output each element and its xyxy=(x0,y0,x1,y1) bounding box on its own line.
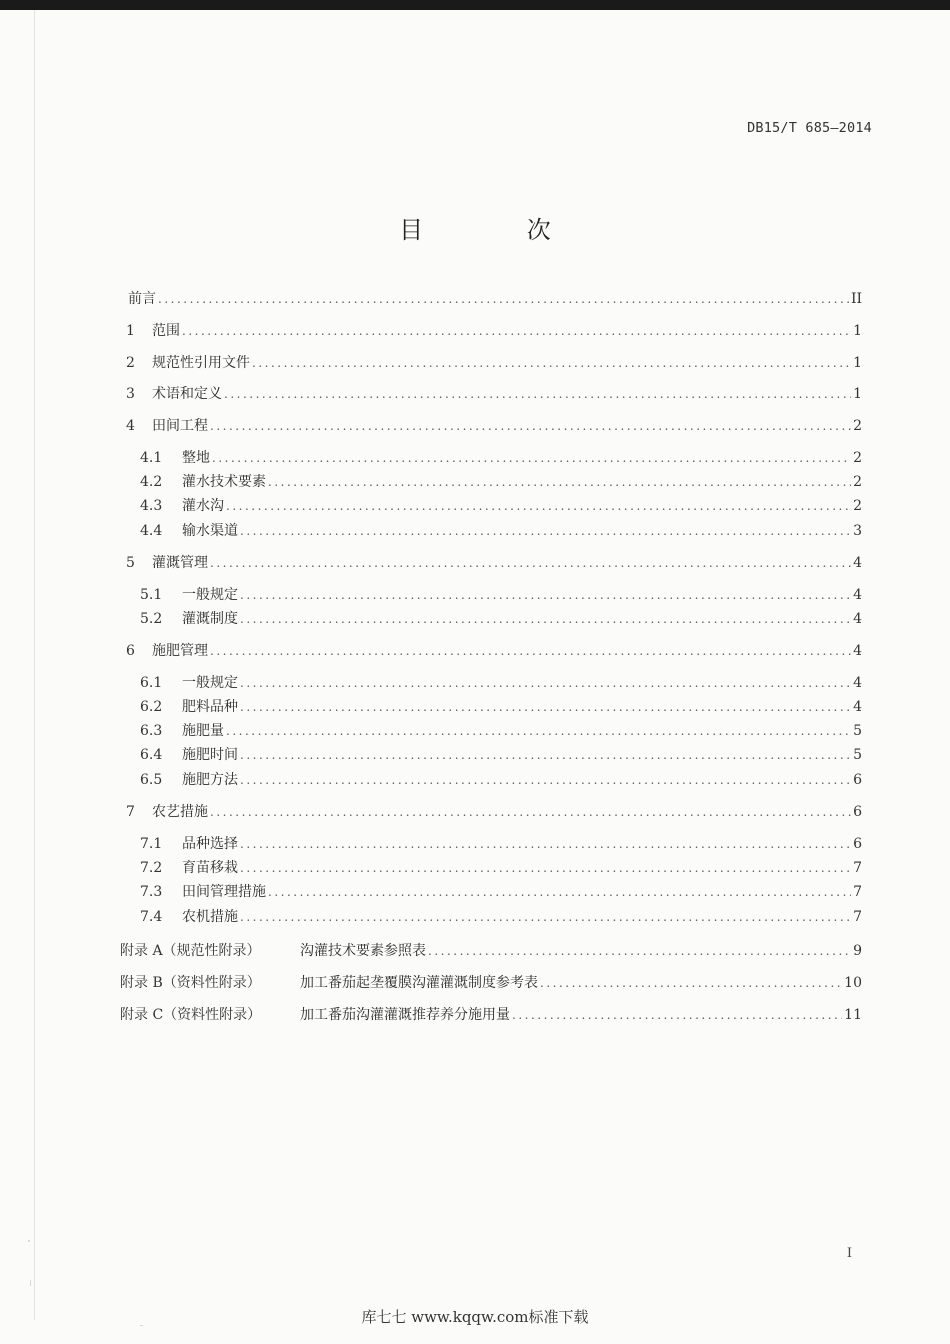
toc-entry[interactable] xyxy=(120,1005,862,1025)
toc-entry-title: 加工番茄沟灌灌溉推荐养分施用量 xyxy=(300,1007,510,1023)
toc-entry[interactable] xyxy=(120,941,862,961)
toc-entry-page: 6 xyxy=(853,804,862,820)
toc-entry[interactable] xyxy=(140,770,862,790)
toc-leader-dots xyxy=(210,553,851,573)
toc-entry-title: 灌水技术要素 xyxy=(182,474,266,490)
toc-leader-dots xyxy=(240,858,851,878)
toc-entry-title: 施肥量 xyxy=(182,723,224,739)
toc-entry-page: 5 xyxy=(853,747,862,763)
toc-entry[interactable] xyxy=(140,745,862,765)
toc-entry-number: 4.4 xyxy=(140,523,163,539)
toc-leader-dots xyxy=(210,802,851,822)
toc-entry-title: 一般规定 xyxy=(182,675,238,691)
toc-entry-number: 5.2 xyxy=(140,611,163,627)
toc-leader-dots xyxy=(240,521,851,541)
toc-leader-dots xyxy=(158,289,849,309)
toc-entry[interactable] xyxy=(126,321,862,341)
toc-entry-page: 4 xyxy=(853,587,862,603)
toc-entry[interactable] xyxy=(140,585,862,605)
toc-leader-dots xyxy=(240,770,851,790)
toc-entry-title: 施肥时间 xyxy=(182,747,238,763)
toc-entry-title: 一般规定 xyxy=(182,587,238,603)
toc-leader-dots xyxy=(240,609,851,629)
toc-entry-page: 9 xyxy=(853,943,862,959)
toc-entry-number: 5.1 xyxy=(140,587,163,603)
toc-entry-page: 6 xyxy=(853,772,862,788)
scan-speck xyxy=(30,1280,31,1286)
toc-entry[interactable] xyxy=(126,553,862,573)
toc-entry[interactable] xyxy=(140,496,862,516)
toc-leader-dots xyxy=(540,973,842,993)
toc-entry-title: 范围 xyxy=(152,323,180,339)
toc-entry-title: 灌水沟 xyxy=(182,498,224,514)
toc-leader-dots xyxy=(226,496,851,516)
toc-entry-page: 4 xyxy=(853,699,862,715)
toc-entry-page: 7 xyxy=(853,909,862,925)
toc-leader-dots xyxy=(210,641,851,661)
toc-leader-dots xyxy=(226,721,851,741)
toc-entry-number: 4.3 xyxy=(140,498,163,514)
toc-entry[interactable] xyxy=(140,907,862,927)
toc-entry-page: 5 xyxy=(853,723,862,739)
toc-entry-page: 4 xyxy=(853,643,862,659)
toc-entry[interactable] xyxy=(140,882,862,902)
toc-entry[interactable] xyxy=(140,834,862,854)
toc-entry-page: 2 xyxy=(853,418,862,434)
toc-entry-number: 7 xyxy=(126,804,135,820)
toc-entry-page: 1 xyxy=(853,386,862,402)
toc-entry-title: 肥料品种 xyxy=(182,699,238,715)
toc-entry[interactable] xyxy=(140,721,862,741)
toc-entry-number: 7.1 xyxy=(140,836,163,852)
page-title: 目 次 xyxy=(399,216,599,244)
toc-entry-number: 附录 C（资料性附录） xyxy=(120,1007,262,1023)
toc-entry-title: 术语和定义 xyxy=(152,386,222,402)
toc-entry-title: 田间管理措施 xyxy=(182,884,266,900)
toc-entry-page: 1 xyxy=(853,355,862,371)
toc-entry-title: 育苗移栽 xyxy=(182,860,238,876)
toc-entry[interactable] xyxy=(126,416,862,436)
toc-entry-page: 7 xyxy=(853,884,862,900)
toc-entry-title: 品种选择 xyxy=(182,836,238,852)
toc-entry-page: 7 xyxy=(853,860,862,876)
toc-entry[interactable] xyxy=(126,353,862,373)
scan-speck xyxy=(28,1240,30,1242)
toc-entry-title: 田间工程 xyxy=(152,418,208,434)
toc-entry-number: 7.4 xyxy=(140,909,163,925)
toc-entry[interactable] xyxy=(126,384,862,404)
toc-leader-dots xyxy=(240,745,851,765)
toc-entry-page: 4 xyxy=(853,611,862,627)
toc-entry[interactable] xyxy=(128,289,862,309)
toc-entry-page: 1 xyxy=(853,323,862,339)
toc-entry[interactable] xyxy=(140,609,862,629)
toc-entry[interactable] xyxy=(140,448,862,468)
toc-entry-number: 2 xyxy=(126,355,135,371)
toc-entry-page: 2 xyxy=(853,498,862,514)
toc-entry-number: 1 xyxy=(126,323,135,339)
toc-entry[interactable] xyxy=(140,673,862,693)
toc-entry[interactable] xyxy=(140,697,862,717)
toc-entry-page: 4 xyxy=(853,555,862,571)
toc-leader-dots xyxy=(252,353,851,373)
toc-entry[interactable] xyxy=(126,641,862,661)
toc-leader-dots xyxy=(240,697,851,717)
toc-entry-number: 7.2 xyxy=(140,860,163,876)
toc-entry-number: 附录 B（资料性附录） xyxy=(120,975,261,991)
page-number: I xyxy=(846,1246,852,1261)
toc-entry-page: 11 xyxy=(844,1007,862,1023)
toc-entry-page: 3 xyxy=(853,523,862,539)
toc-leader-dots xyxy=(240,834,851,854)
toc-entry-number: 附录 A（规范性附录） xyxy=(120,943,261,959)
toc-entry[interactable] xyxy=(140,472,862,492)
toc-entry-number: 6 xyxy=(126,643,135,659)
toc-entry-title: 农艺措施 xyxy=(152,804,208,820)
toc-entry[interactable] xyxy=(140,521,862,541)
toc-entry-title: 灌溉管理 xyxy=(152,555,208,571)
toc-entry-number: 6.1 xyxy=(140,675,163,691)
toc-entry-page: 2 xyxy=(853,450,862,466)
toc-entry-title: 前言 xyxy=(128,291,156,307)
toc-entry-page: 2 xyxy=(853,474,862,490)
toc-entry-title: 加工番茄起垄覆膜沟灌灌溉制度参考表 xyxy=(300,975,538,991)
toc-entry-number: 4.1 xyxy=(140,450,163,466)
toc-entry[interactable] xyxy=(126,802,862,822)
toc-entry-number: 4 xyxy=(126,418,135,434)
toc-entry-number: 6.2 xyxy=(140,699,163,715)
toc-leader-dots xyxy=(210,416,851,436)
toc-entry-title: 农机措施 xyxy=(182,909,238,925)
toc-entry-title: 整地 xyxy=(182,450,210,466)
toc-leader-dots xyxy=(182,321,851,341)
toc-entry-title: 施肥方法 xyxy=(182,772,238,788)
scan-speck xyxy=(140,1325,143,1326)
toc-leader-dots xyxy=(240,673,851,693)
toc-entry-title: 规范性引用文件 xyxy=(152,355,250,371)
toc-leader-dots xyxy=(268,882,851,902)
toc-entry-title: 灌溉制度 xyxy=(182,611,238,627)
toc-leader-dots xyxy=(428,941,851,961)
toc-entry-number: 5 xyxy=(126,555,135,571)
toc-entry-number: 6.3 xyxy=(140,723,163,739)
toc-entry-title: 输水渠道 xyxy=(182,523,238,539)
toc-entry-number: 6.5 xyxy=(140,772,163,788)
toc-entry-page: 10 xyxy=(844,975,862,991)
toc-entry-page: 6 xyxy=(853,836,862,852)
toc-entry-number: 6.4 xyxy=(140,747,163,763)
toc-entry-number: 4.2 xyxy=(140,474,163,490)
toc-leader-dots xyxy=(512,1005,842,1025)
toc-entry-page: II xyxy=(850,291,862,307)
toc-entry[interactable] xyxy=(120,973,862,993)
toc-leader-dots xyxy=(268,472,851,492)
toc-leader-dots xyxy=(240,907,851,927)
toc-leader-dots xyxy=(212,448,851,468)
toc-entry-number: 3 xyxy=(126,386,135,402)
document-code: DB15/T 685—2014 xyxy=(747,120,872,136)
toc-leader-dots xyxy=(224,384,851,404)
toc-leader-dots xyxy=(240,585,851,605)
toc-entry-number: 7.3 xyxy=(140,884,163,900)
toc-entry-title: 施肥管理 xyxy=(152,643,208,659)
toc-entry-title: 沟灌技术要素参照表 xyxy=(300,943,426,959)
toc-entry-page: 4 xyxy=(853,675,862,691)
toc-entry[interactable] xyxy=(140,858,862,878)
footer-watermark: 库七七 www.kqqw.com标准下载 xyxy=(361,1308,589,1326)
